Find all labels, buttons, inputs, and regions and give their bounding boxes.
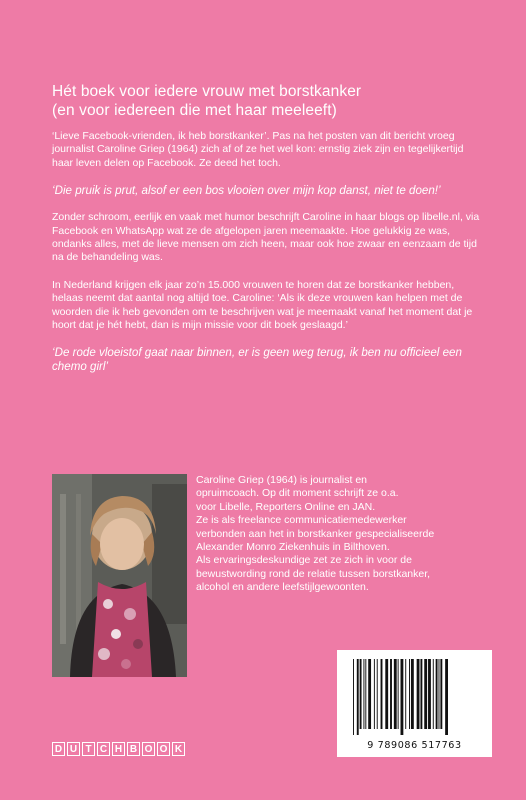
bio-line: voor Libelle, Reporters Online en JAN. xyxy=(196,500,376,513)
barcode-bar xyxy=(445,659,448,735)
publisher-logo-letter: O xyxy=(157,742,170,756)
barcode-bar xyxy=(381,659,383,729)
barcode xyxy=(337,650,492,757)
publisher-logo-letter: C xyxy=(97,742,110,756)
barcode-bar xyxy=(385,659,388,729)
barcode-bar xyxy=(394,659,397,729)
barcode-bar xyxy=(368,659,371,729)
blurb-quote-2: ‘De rode vloeistof gaat naar binnen, er is geen weg terug, ik ben nu officieel een chemo girl’ xyxy=(52,346,462,374)
blurb-paragraph-3: In Nederland krijgen elk jaar zo’n 15.000 vrouwen te horen dat ze borstkanker hebben, helaas neemt dat aantal nog altijd toe. Caroline: ‘Als ik deze vrouwen kan helpen met de woorden die ik heb gevonden om te beschrijven wat je meemaakt vanaf het moment dat je hoort dat je hét hebt, dan is mijn missie voor dit boek geslaagd.’ xyxy=(52,278,473,332)
barcode-bar xyxy=(398,659,399,729)
barcode-bar xyxy=(360,659,362,729)
barcode-bars xyxy=(351,659,478,735)
barcode-bar xyxy=(424,659,427,729)
blurb-paragraph-2: Zonder schroom, eerlijk en vaak met humor beschrijft Caroline in haar blogs op libelle.nl, via Facebook en WhatsApp wat ze de afgelopen jaren meemaakte. Hoe gelukkig ze was, ondanks alles, met de lieve mensen om zich heen, maar ook hoe zwaar en eenzaam de tijd na de behandeling was. xyxy=(52,211,480,264)
author-portrait-illustration xyxy=(52,474,187,677)
author-photo xyxy=(52,474,187,677)
barcode-bar xyxy=(439,659,440,729)
barcode-bar xyxy=(420,659,422,729)
publisher-logo-letter: K xyxy=(172,742,185,756)
barcode-bar xyxy=(353,659,354,735)
publisher-logo-letter: B xyxy=(127,742,140,756)
bio-line: Ze is als freelance communicatiemedewerker xyxy=(196,514,407,527)
publisher-logo-letter: U xyxy=(67,742,80,756)
blurb xyxy=(52,130,482,387)
barcode-bar xyxy=(365,659,366,729)
bio-line: Caroline Griep (1964) is journalist en xyxy=(196,474,367,486)
publisher-logo-letter: D xyxy=(52,742,65,756)
barcode-bar xyxy=(409,659,410,729)
barcode-bar xyxy=(401,659,404,735)
barcode-bar xyxy=(411,659,414,729)
headline xyxy=(52,82,492,120)
barcode-bar xyxy=(357,659,359,735)
author-bio xyxy=(196,474,496,595)
blurb-quote-1: ‘Die pruik is prut, alsof er een bos vlooien over mijn kop danst, niet te doen!’ xyxy=(52,184,441,198)
publisher-logo-letter: T xyxy=(82,742,95,756)
blurb-paragraph-1: ‘Lieve Facebook-vrienden, ik heb borstkanker’. Pas na het posten van dit bericht vroeg journalist Caroline Griep (1964) zich af of ze het wel kon: ernstig ziek zijn en tegelijkertijd haar leven delen op Facebook. Ze deed het toch. xyxy=(52,130,464,169)
barcode-bar xyxy=(374,659,375,729)
bio-line: alcohol en andere leefstijlgewoonten. xyxy=(196,581,369,594)
publisher-logo-letter: O xyxy=(142,742,155,756)
barcode-bar xyxy=(436,659,438,729)
barcode-bar xyxy=(417,659,420,729)
barcode-bar xyxy=(363,659,364,729)
barcode-bar xyxy=(405,659,406,729)
barcode-bar xyxy=(440,659,442,729)
publisher-logo-letter: H xyxy=(112,742,125,756)
isbn-number: 9 789086 517763 xyxy=(367,740,462,751)
bio-line: verbonden aan het in borstkanker gespecialiseerde xyxy=(196,527,435,540)
headline-line-2: (en voor iedereen die met haar meeleeft) xyxy=(52,102,337,119)
bio-line: Alexander Monro Ziekenhuis in Bilthoven. xyxy=(196,541,390,554)
bio-line: opruimcoach. Op dit moment schrijft ze o.a. xyxy=(196,487,399,500)
publisher-logo xyxy=(52,742,185,756)
barcode-bar xyxy=(390,659,392,729)
bio-line: bewustwording rond de relatie tussen borstkanker, xyxy=(196,567,431,580)
barcode-bar xyxy=(428,659,431,729)
bio-line: Als ervaringsdeskundige zet ze zich in voor de xyxy=(196,554,412,567)
headline-line-1: Hét boek voor iedere vrouw met borstkanker xyxy=(52,83,362,100)
barcode-bar xyxy=(377,659,378,729)
barcode-bar xyxy=(433,659,434,729)
